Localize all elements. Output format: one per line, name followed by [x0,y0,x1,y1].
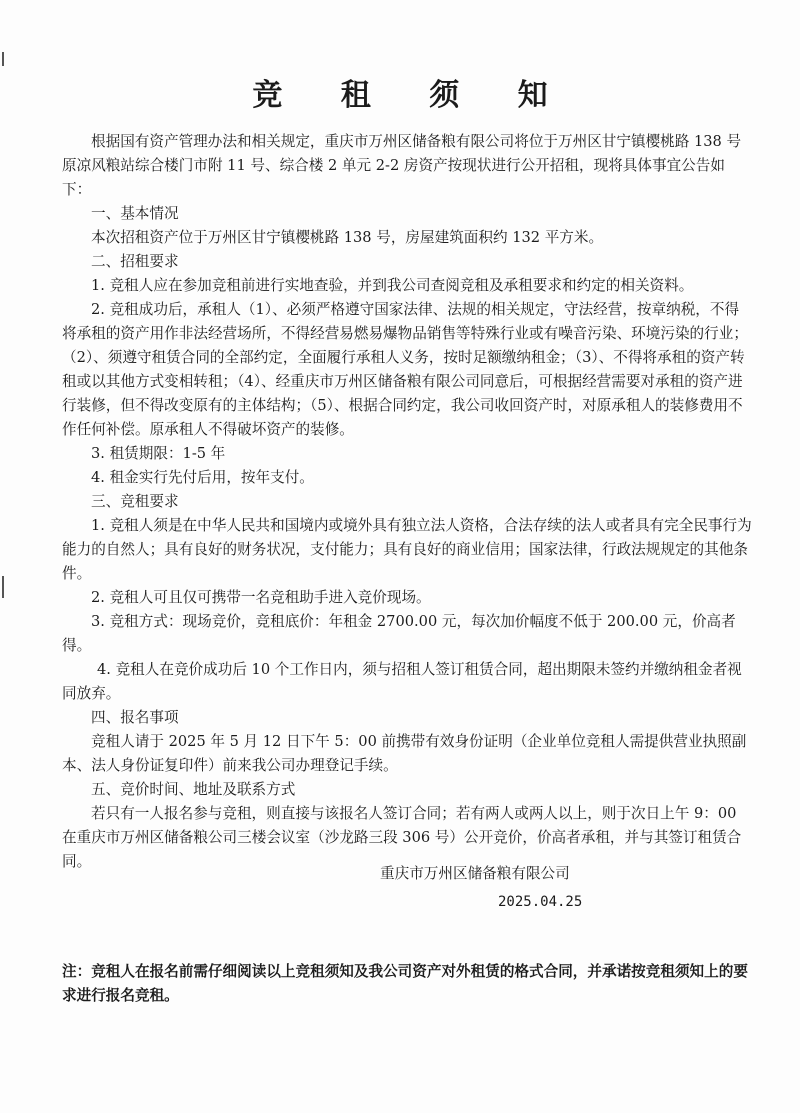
signature-block [380,860,660,916]
section-paragraph: 1. 竞租人应在参加竞租前进行实地查验，并到我公司查阅竞租及承租要求和约定的相关资料。 [91,277,694,294]
section-paragraph: 1. 竞租人须是在中华人民共和国境内或境外具有独立法人资格，合法存续的法人或者具有完全民事行为能力的自然人；具有良好的财务状况，支付能力；具有良好的商业信用；国家法律，行政法规规定的其他条件。 [62,517,752,582]
section-paragraph: 2. 竞租成功后，承租人（1）、必须严格遵守国家法律、法规的相关规定，守法经营，按章纳税，不得将承租的资产用作非法经营场所，不得经营易燃易爆物品销售等特殊行业或有噪音污染、环境污染的行业；（2）、须遵守租赁合同的全部约定，全面履行承租人义务，按时足额缴纳租金；（3）、不得将承租的资产转租或以其他方式变相转租；（4）、经重庆市万州区储备粮有限公司同意后，可根据经营需要对承租的资产进行装修，但不得改变原有的主体结构；（5）、根据合同约定，我公司收回资产时，对原承租人的装修费用不作任何补偿。原承租人不得破坏资产的装修。 [62,301,748,438]
section-heading: 一、基本情况 [91,205,179,222]
scan-edge-mark [2,52,4,66]
signature-company: 重庆市万州区储备粮有限公司 [380,865,570,882]
section-paragraph: 若只有一人报名参与竞租，则直接与该报名人签订合同；若有两人或两人以上，则于次日上午 9：00 在重庆市万州区储备粮公司三楼会议室（沙龙路三段 306 号）公开竞价，价高者承租，并与其签订租赁合同。 [62,805,742,870]
scan-edge-mark [2,576,4,598]
document-title: 竞 租 须 知 [252,78,572,113]
section-paragraph: 本次招租资产位于万州区甘宁镇樱桃路 138 号，房屋建筑面积约 132 平方米。 [91,229,604,246]
footnote: 注：竞租人在报名前需仔细阅读以上竞租须知及我公司资产对外租赁的格式合同，并承诺按竞租须知上的要求进行报名竞租。 [62,963,748,1004]
section-heading: 三、竞租要求 [91,493,179,510]
section-heading: 二、招租要求 [91,253,179,270]
document-body [62,130,752,874]
signature-date: 2025.04.25 [498,894,583,910]
section-paragraph: 4. 租金实行先付后用，按年支付。 [91,469,314,486]
section-heading: 五、竞价时间、地址及联系方式 [91,781,296,798]
section-paragraph: 竞租人请于 2025 年 5 月 12 日下午 5：00 前携带有效身份证明（企业单位竞租人需提供营业执照副本、法人身份证复印件）前来我公司办理登记手续。 [62,733,747,774]
section-heading: 四、报名事项 [91,709,179,726]
section-paragraph: 3. 租赁期限：1-5 年 [91,445,226,462]
section-paragraph: 4. 竞租人在竞价成功后 10 个工作日内，须与招租人签订租赁合同，超出期限未签约并缴纳租金者视同放弃。 [62,661,742,702]
section-paragraph: 3. 竞租方式：现场竞价，竞租底价：年租金 2700.00 元，每次加价幅度不低于 200.00 元，价高者得。 [62,613,736,654]
intro-paragraph: 根据国有资产管理办法和相关规定，重庆市万州区储备粮有限公司将位于万州区甘宁镇樱桃路 138 号原凉风粮站综合楼门市附 11 号、综合楼 2 单元 2-2 房资产按现状进行公开招租，现将具体事宜公告如下： [62,133,742,198]
section-paragraph: 2. 竞租人可且仅可携带一名竞租助手进入竞价现场。 [91,589,431,606]
